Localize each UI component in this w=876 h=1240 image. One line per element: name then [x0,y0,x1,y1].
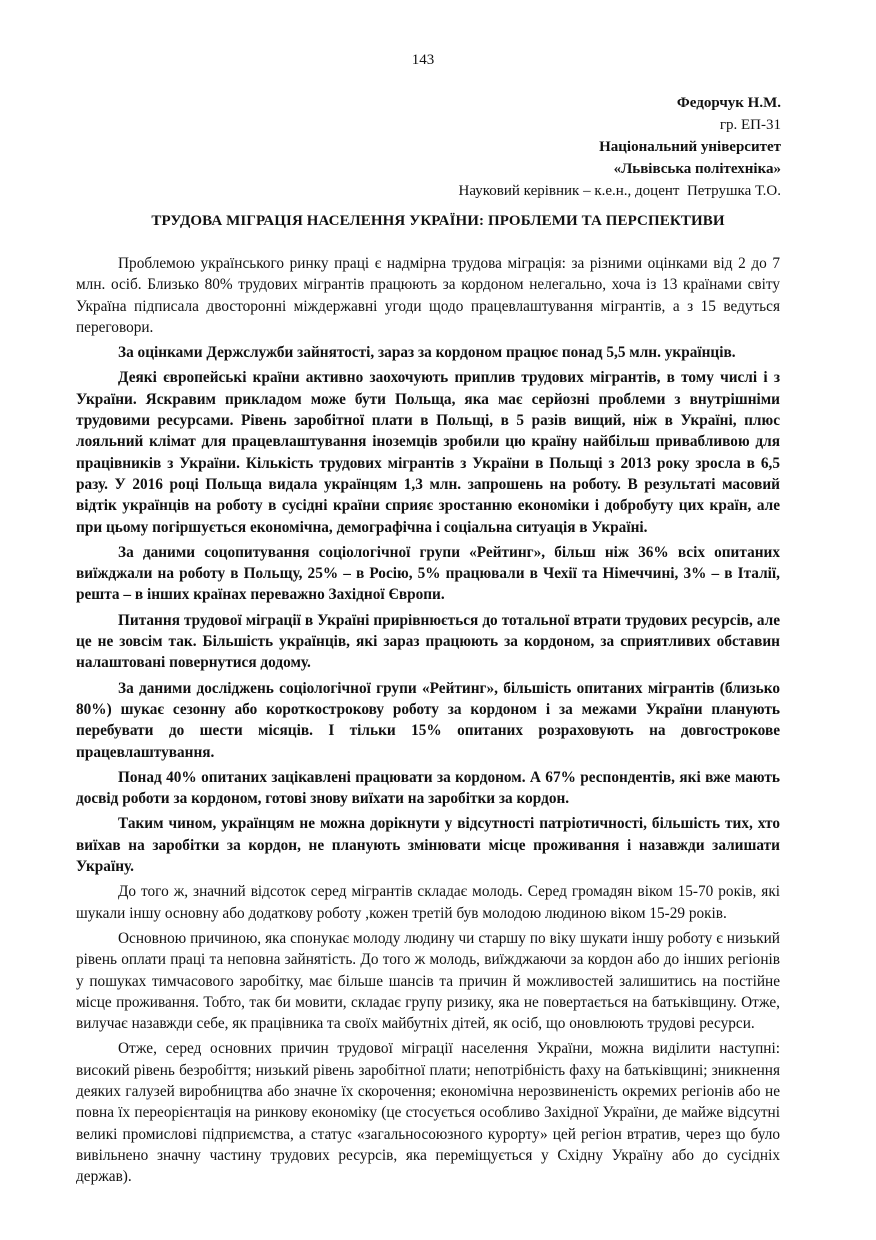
paragraph: До того ж, значний відсоток серед мігрантів складає молодь. Серед громадян віком 15-70 років, які шукали іншу основну або додаткову роботу ,кожен третій був молодою людиною віком 15-29 років. [76,883,780,922]
paragraph: За даними досліджень соціологічної групи «Рейтинг», більшість опитаних мігрантів (близько 80%) шукає сезонну або короткострокову роботу за кордоном і за межами України планують перебувати до шести місяців. І тільки 15% опитаних розраховують на довгострокове працевлаштування. [76,679,780,761]
author-name: Федорчук Н.М. [676,95,781,111]
paragraph: За даними соцопитування соціологічної групи «Рейтинг», більш ніж 36% всіх опитаних виїжджали на роботу в Польщу, 25% – в Росію, 5% працювали в Чехії та Німеччині, 3% – в Італії, решта – в інших країнах переважно Західної Європи. [76,543,780,604]
paragraph: Питання трудової міграції в Україні прирівнюється до тотальної втрати трудових ресурсів, але це не зовсім так. Більшість українців, які зараз працюють за кордоном, за сприятливих обставин налаштовані повернутися додому. [76,611,780,672]
university-subtitle: «Львівська політехніка» [613,161,781,177]
paragraph: Проблемою українського ринку праці є надмірна трудова міграція: за різними оцінками від 2 до 7 млн. осіб. Близько 80% трудових мігрантів працюють за кордоном нелегально, хоча із 13 країнами світу Україна підписала двосторонні міждержавні угоди щодо працевлаштування мігрантів, а з 15 ведуться переговори. [76,255,780,336]
article-body [76,253,780,1191]
paragraph: Таким чином, українцям не можна дорікнути у відсутності патріотичності, більшість тих, хто виїхав на заробітки за кордон, не планують змінювати місце проживання і назавжди залишати Україну. [76,815,780,876]
author-group: гр. ЕП-31 [719,117,781,133]
author-block [459,92,781,202]
paragraph: Отже, серед основних причин трудової міграції населення України, можна виділити наступні: високий рівень безробіття; низький рівень заробітної плати; непотрібність фаху на батьківщині; зникнення деяких галузей виробництва або значне їх скорочення; економічна нерозвиненість окремих регіонів або не повна їх переорієнтація на ринкову економіку (це стосується особливо Західної України, де майже відсутні великі промислові підприємства, а статус «загальносоюзного курорту» цей регіон втратив, через що було вивільнено значну частину трудових ресурсів, яка переміщується у Східну Україну або до сусідніх держав). [76,1040,780,1186]
paragraph: Понад 40% опитаних зацікавлені працювати за кордоном. А 67% респондентів, які вже мають досвід роботи за кордоном, готові знову виїхати на заробітки за кордон. [76,768,780,808]
page-number: 143 [411,52,435,68]
scientific-supervisor: Науковий керівник – к.е.н., доцент Петрушка Т.О. [458,183,781,199]
paragraph: Основною причиною, яка спонукає молоду людину чи старшу по віку шукати іншу роботу є низький рівень оплати праці та неповна зайнятість. До того ж молодь, виїжджаючи за кордон або до інших регіонів у пошуках тимчасового заробітку, має більше шансів та причин й можливостей залишитись на постійне місце проживання. Тобто, так би мовити, складає групу ризику, яка не повертається на батьківщину. Отже, вилучає назавжди себе, як працівника та своїх майбутніх дітей, як осіб, що оновлюють трудові ресурси. [76,929,780,1033]
paragraph: Деякі європейські країни активно заохочують приплив трудових мігрантів, в тому числі і з України. Яскравим прикладом може бути Польща, яка має серйозні проблеми з внутрішніми трудовими ресурсами. Рівень заробітної плати в Польщі, в 5 разів вищий, ніж в Україні, плюс лояльний клімат для працевлаштування іноземців зробили цю країну найбільш привабливою для працівників з України. Кількість трудових мігрантів з України в Польщі з 2013 року зросла в 6,5 разу. У 2016 році Польща видала українцям 1,3 млн. запрошень на роботу. В результаті масовий відтік українців на роботу в сусідні країни сприяє зростанню економіки і добробуту цих країн, але при цьому погіршується економічна, демографічна і соціальна ситуація в Україні. [76,369,780,536]
paragraph: За оцінками Держслужби зайнятості, зараз за кордоном працює понад 5,5 млн. українців. [118,344,736,362]
university-name: Національний університет [599,139,781,155]
article-title: ТРУДОВА МІГРАЦІЯ НАСЕЛЕННЯ УКРАЇНИ: ПРОБЛЕМИ ТА ПЕРСПЕКТИВИ [151,213,725,229]
